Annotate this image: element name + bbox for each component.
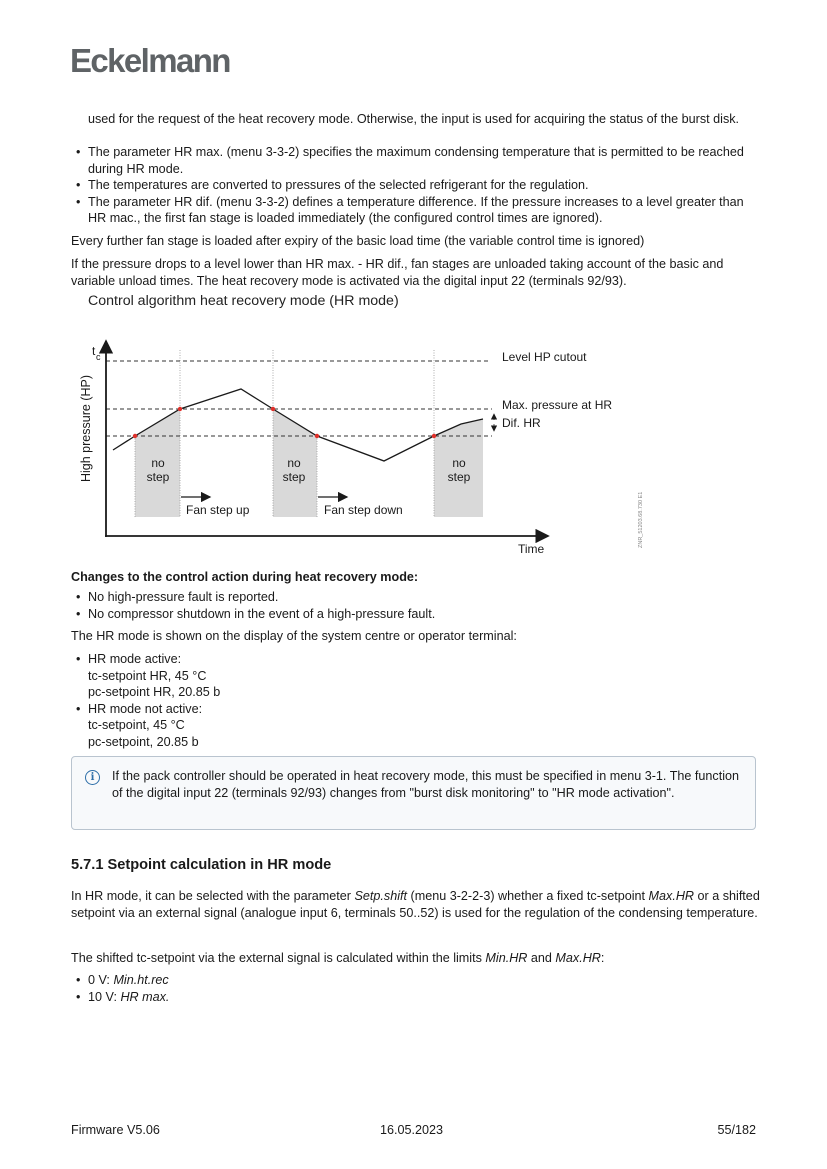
voltage-bullet bbox=[71, 989, 761, 1006]
no-step-label-1a: no bbox=[151, 456, 165, 470]
changes-bullet: • No high-pressure fault is reported. bbox=[71, 589, 761, 606]
voltage-value: 10 V: bbox=[88, 989, 121, 1004]
display-item-label: • HR mode active: bbox=[88, 652, 182, 666]
text-run: The shifted tc-setpoint via the external signal is calculated within the limits bbox=[71, 951, 486, 965]
intro-bullet: • The parameter HR dif. (menu 3-3-2) defines a temperature difference. If the pressure increases to a level greater than HR mac., the first fan stage is loaded immediately (the configured control times are ignored). bbox=[71, 194, 761, 227]
display-item-line: tc-setpoint HR, 45 °C bbox=[88, 668, 207, 683]
drawing-id: ZNR_51203.68.730 E1 bbox=[638, 491, 644, 548]
footer-page-number: 55/182 bbox=[717, 1123, 756, 1137]
changes-heading: Changes to the control action during heat recovery mode: bbox=[71, 570, 419, 584]
y-axis-subscript: c bbox=[96, 352, 101, 362]
param-max-hr: Max.HR bbox=[648, 889, 695, 903]
display-item bbox=[71, 701, 761, 751]
text-run: (menu 3-2-2-3) whether a fixed tc-setpoint bbox=[407, 889, 649, 903]
level-hp-cutout-label: Level HP cutout bbox=[502, 350, 587, 364]
intro-continuation: used for the request of the heat recovery mode. Otherwise, the input is used for acquiring the status of the burst disk. bbox=[88, 112, 740, 126]
voltage-param: Min.ht.rec bbox=[113, 973, 169, 987]
level-dif-hr-label: Dif. HR bbox=[502, 416, 541, 430]
threshold-point bbox=[271, 407, 275, 411]
footer-date: 16.05.2023 bbox=[380, 1123, 444, 1137]
section-paragraph-2 bbox=[71, 950, 761, 967]
y-axis-label: High pressure (HP) bbox=[79, 375, 93, 482]
no-step-label-2b: step bbox=[282, 470, 306, 484]
section-heading: 5.7.1 Setpoint calculation in HR mode bbox=[71, 857, 332, 873]
text-run: and bbox=[527, 951, 556, 965]
param-min-hr: Min.HR bbox=[485, 951, 528, 965]
voltage-param: HR max. bbox=[120, 989, 170, 1004]
x-axis-label: Time bbox=[518, 542, 545, 556]
param-max-hr: Max.HR bbox=[555, 951, 601, 965]
info-note bbox=[71, 756, 756, 830]
display-item-line: tc-setpoint, 45 °C bbox=[88, 718, 185, 732]
text-run: : bbox=[600, 951, 605, 965]
voltage-bullet-list bbox=[71, 972, 761, 1005]
display-item bbox=[71, 651, 761, 701]
intro-bullet: • The parameter HR max. (menu 3-3-2) specifies the maximum condensing temperature that is permitted to be reached during HR mode. bbox=[71, 144, 761, 177]
no-step-label-3a: no bbox=[452, 456, 466, 470]
intro-bullet: • The temperatures are converted to pressures of the selected refrigerant for the regulation. bbox=[71, 177, 761, 194]
text-run: In HR mode, it can be selected with the parameter bbox=[71, 889, 355, 903]
voltage-bullet bbox=[71, 972, 761, 989]
threshold-point bbox=[133, 434, 137, 438]
fan-step-up-label: Fan step up bbox=[186, 503, 250, 517]
info-icon: i bbox=[85, 770, 100, 785]
display-item-label: • HR mode not active: bbox=[88, 701, 203, 716]
y-axis-symbol: t bbox=[92, 344, 96, 358]
display-item-list bbox=[71, 651, 761, 750]
threshold-point bbox=[178, 407, 182, 411]
display-item-line: pc-setpoint, 20.85 b bbox=[88, 734, 199, 749]
changes-bullet: • No compressor shutdown in the event of a high-pressure fault. bbox=[71, 606, 761, 623]
no-step-label-3b: step bbox=[447, 470, 471, 484]
threshold-point bbox=[315, 434, 319, 438]
footer-firmware: Firmware V5.06 bbox=[71, 1123, 160, 1137]
no-step-label-2a: no bbox=[287, 456, 301, 470]
text-run: or a shifted setpoint via an external signal (analogue input 6, terminals 50..52) is used for the regulation of the condensing temperature. bbox=[71, 889, 760, 920]
intro-paragraph-2: If the pressure drops to a level lower than HR max. - HR dif., fan stages are unloaded taking account of the basic and variable unload times. The heat recovery mode is activated via the digital input 22 (terminals 92/93). bbox=[71, 257, 724, 288]
fan-step-down-label: Fan step down bbox=[324, 503, 403, 517]
hr-control-diagram bbox=[0, 0, 827, 570]
eckelmann-logo: Eckelmann bbox=[70, 42, 230, 79]
intro-paragraph-1: Every further fan stage is loaded after expiry of the basic load time (the variable control time is ignored) bbox=[71, 234, 645, 248]
changes-bullet-list bbox=[71, 589, 761, 622]
threshold-point bbox=[432, 434, 436, 438]
level-max-hr-label: Max. pressure at HR bbox=[502, 398, 613, 412]
voltage-value: 0 V: bbox=[88, 973, 114, 987]
section-paragraph-1 bbox=[71, 888, 761, 921]
param-setp-shift: Setp.shift bbox=[354, 889, 408, 903]
display-intro: The HR mode is shown on the display of the system centre or operator terminal: bbox=[71, 629, 517, 643]
no-step-label-1b: step bbox=[146, 470, 170, 484]
info-note-text: If the pack controller should be operated in heat recovery mode, this must be specified in menu 3-1. The function of the digital input 22 (terminals 92/93) changes from "burst disk monitoring" to "HR mode activation". bbox=[112, 769, 740, 800]
figure-title: Control algorithm heat recovery mode (HR mode) bbox=[88, 293, 399, 309]
display-item-line: pc-setpoint HR, 20.85 b bbox=[88, 685, 221, 699]
